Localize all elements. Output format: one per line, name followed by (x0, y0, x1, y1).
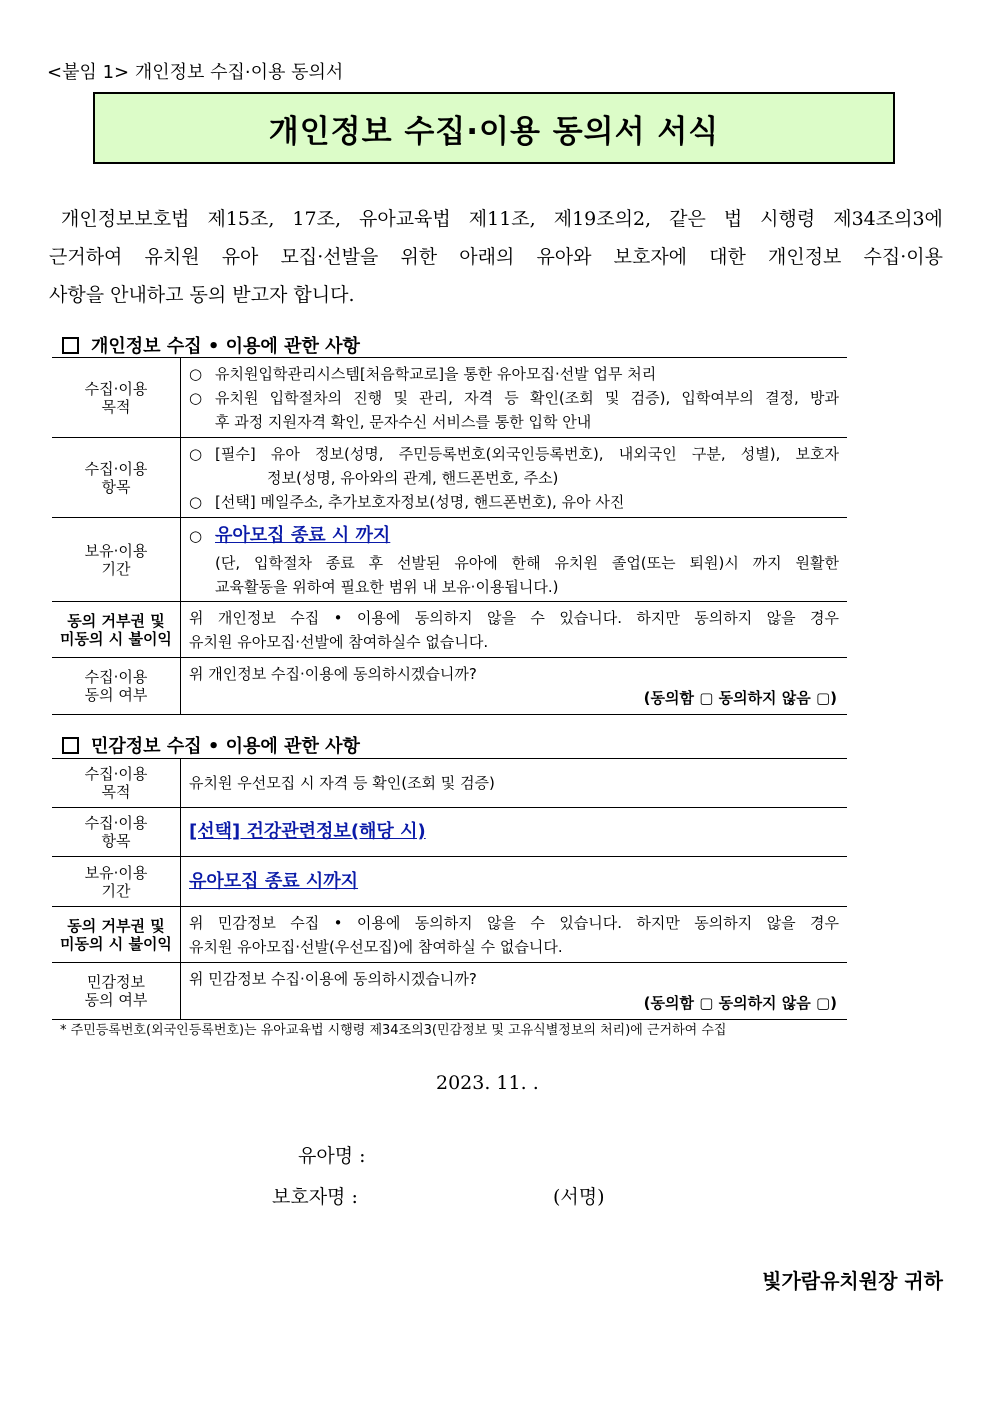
row-header: 보유·이용 기간 (52, 518, 181, 602)
attachment-label: <붙임 1> 개인정보 수집·이용 동의서 (47, 62, 344, 83)
row-content: 위 개인정보 수집·이용에 동의하시겠습니까? (동의함 ▢ 동의하지 않음 ▢) (181, 658, 848, 715)
row-content: 위 개인정보 수집 • 이용에 동의하지 않을 수 있습니다. 하지만 동의하지 않을 경우 유치원 유아모집·선발에 참여하실수 없습니다. (181, 602, 848, 658)
retention-period-link: 유아모집 종료 시까지 (189, 870, 359, 892)
signature-label: (서명) (553, 1186, 605, 1208)
row-header: 수집·이용 항목 (52, 808, 181, 857)
date: 2023. 11. . (436, 1072, 539, 1094)
child-name-label: 유아명 : (298, 1145, 366, 1167)
table-row (52, 808, 847, 857)
row-header: 수집·이용 목적 (52, 358, 181, 438)
table-row (52, 857, 847, 907)
retention-period-link: 유아모집 종료 시 까지 (215, 524, 391, 546)
row-content: 위 민감정보 수집 • 이용에 동의하지 않을 수 있습니다. 하지만 동의하지 않을 경우 유치원 유아모집·선발(우선모집)에 참여하실 수 없습니다. (181, 907, 848, 963)
recipient: 빛가람유치원장 귀하 (762, 1269, 943, 1293)
sensitive-info-table (52, 758, 847, 1020)
table-row (52, 759, 847, 808)
row-content: ○ 유아모집 종료 시 까지 (단, 입학절차 종료 후 선발된 유아에 한해 유치원 졸업(또는 퇴원)시 까지 원활한 교육활동을 위하여 필요한 범위 내 보유·이용됩니다.) (181, 518, 848, 602)
table-row (52, 518, 847, 602)
square-icon (62, 737, 79, 754)
row-content: ○ 유치원입학관리시스템[처음학교로]을 통한 유아모집·선발 업무 처리 ○ 유치원 입학절차의 진행 및 관리, 자격 등 확인(조회 및 검증), 입학여부의 결정, 방과 후 과정 지원자격 확인, 문자수신 서비스를 통한 입학 안내 (181, 358, 848, 438)
health-info-link: [선택] 건강관련정보(해당 시) (189, 821, 426, 842)
consent-checkboxes[interactable]: (동의함 ▢ 동의하지 않음 ▢) (643, 994, 837, 1012)
table-row (52, 907, 847, 963)
consent-checkboxes[interactable]: (동의함 ▢ 동의하지 않음 ▢) (643, 689, 837, 707)
row-content: 위 민감정보 수집·이용에 동의하시겠습니까? (동의함 ▢ 동의하지 않음 ▢) (181, 963, 848, 1020)
row-header: 동의 거부권 및 미동의 시 불이익 (52, 602, 181, 658)
guardian-name-label: 보호자명 : (272, 1186, 358, 1208)
row-header: 동의 거부권 및 미동의 시 불이익 (52, 907, 181, 963)
intro-line-1: 개인정보보호법 제15조, 17조, 유아교육법 제11조, 제19조의2, 같은 법 시행령 제34조의3에 (61, 208, 943, 230)
table-row (52, 658, 847, 715)
personal-info-table (52, 357, 847, 715)
row-header: 민감정보 동의 여부 (52, 963, 181, 1020)
row-content (181, 808, 848, 857)
page-title: 개인정보 수집·이용 동의서 서식 (268, 113, 720, 150)
intro-line-2: 근거하여 유치원 유아 모집·선발을 위한 아래의 유아와 보호자에 대한 개인정보 수집·이용 (49, 246, 943, 268)
table-row (52, 963, 847, 1020)
row-header: 보유·이용 기간 (52, 857, 181, 907)
table-row (52, 438, 847, 518)
intro-paragraph (49, 200, 943, 314)
table-row (52, 602, 847, 658)
row-content: ○ [필수] 유아 정보(성명, 주민등록번호(외국인등록번호), 내외국인 구분, 성별), 보호자 정보(성명, 유아와의 관계, 핸드폰번호, 주소) ○ [선택] 메일주소, 추가보호자정보(성명, 핸드폰번호), 유아 사진 (181, 438, 848, 518)
section1-heading: 개인정보 수집 • 이용에 관한 사항 (62, 332, 360, 358)
title-box (93, 92, 895, 164)
intro-line-3: 사항을 안내하고 동의 받고자 합니다. (49, 284, 355, 306)
table-row (52, 358, 847, 438)
row-header: 수집·이용 항목 (52, 438, 181, 518)
row-header: 수집·이용 목적 (52, 759, 181, 808)
row-content (181, 857, 848, 907)
footnote: * 주민등록번호(외국인등록번호)는 유아교육법 시행령 제34조의3(민감정보 및 고유식별정보의 처리)에 근거하여 수집 (60, 1023, 727, 1038)
square-icon (62, 337, 79, 354)
row-content: 유치원 우선모집 시 자격 등 확인(조회 및 검증) (181, 759, 848, 808)
row-header: 수집·이용 동의 여부 (52, 658, 181, 715)
section2-heading: 민감정보 수집 • 이용에 관한 사항 (62, 732, 360, 758)
